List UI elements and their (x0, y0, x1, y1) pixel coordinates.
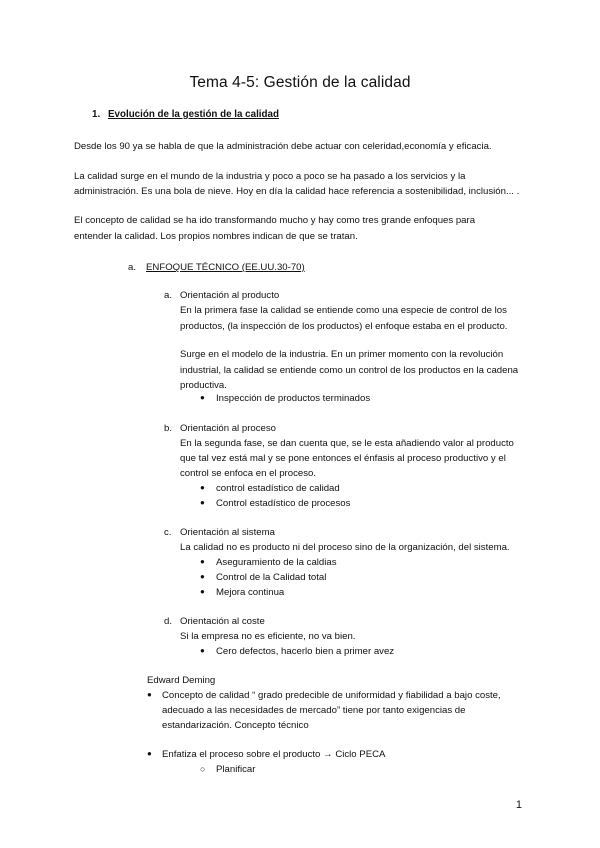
item-title: Orientación al coste (180, 616, 265, 627)
item-line: control se enfoca en el proceso. (180, 468, 316, 479)
bullet-icon: ● (147, 749, 152, 758)
bullet-icon: ● (200, 557, 205, 566)
item-line: La calidad no es producto ni del proceso sino de la organización, del sistema. (180, 542, 510, 553)
bullet-icon: ● (200, 572, 205, 581)
deming-heading: Edward Deming (147, 675, 216, 686)
bullet-icon: ● (200, 483, 205, 492)
sub-bullet-icon: ○ (200, 764, 206, 774)
item-marker: d. (164, 616, 173, 627)
deming-line: estandarización. Concepto técnico (162, 720, 309, 731)
bullet-icon: ● (200, 393, 205, 402)
intro-paragraph: Desde los 90 ya se habla de que la administración debe actuar con celeridad,economía y eficacia. (74, 141, 492, 152)
section-number: 1. (92, 109, 101, 120)
item-line: que tal vez está mal y se pone entonces el énfasis al proceso productivo y el (180, 453, 506, 464)
bullet-icon: ● (200, 587, 205, 596)
page-number: 1 (515, 799, 522, 811)
item-line: industrial, la calidad se entiende como un control de los productos en la cadena (180, 365, 519, 376)
bullet-text: Control estadístico de procesos (216, 498, 351, 509)
item-title: Orientación al proceso (180, 423, 276, 434)
document-title: Tema 4-5: Gestión de la calidad (189, 74, 411, 91)
subsection-heading: ENFOQUE TÉCNICO (EE.UU.30-70) (146, 262, 305, 273)
item-marker: a. (164, 290, 173, 301)
item-line: Si la empresa no es eficiente, no va bien. (180, 631, 356, 642)
item-line: productiva. (180, 380, 227, 391)
paragraph-line: La calidad surge en el mundo de la industria y poco a poco se ha pasado a los servicios y la (74, 171, 466, 182)
item-marker: b. (164, 423, 173, 434)
item-line: productos, (la inspección de los productos) el enfoque estaba en el producto. (180, 321, 508, 332)
bullet-icon: ● (200, 498, 205, 507)
bullet-icon: ● (200, 646, 205, 655)
bullet-text: Control de la Calidad total (216, 572, 327, 583)
bullet-icon: ● (147, 690, 152, 699)
deming-line: Enfatiza el proceso sobre el producto → Ciclo PECA (162, 749, 386, 760)
subsection-marker: a. (128, 262, 137, 273)
item-title: Orientación al sistema (180, 527, 275, 538)
bullet-text: Inspección de productos terminados (216, 393, 371, 404)
deming-line: adecuado a las necesidades de mercado” tiene por tanto exigencias de (162, 705, 466, 716)
section-heading: Evolución de la gestión de la calidad (108, 109, 279, 120)
item-line: En la segunda fase, se dan cuenta que, se le esta añadiendo valor al producto (180, 438, 514, 449)
bullet-text: Mejora continua (216, 587, 285, 598)
item-line: Surge en el modelo de la industria. En un primer momento con la revolución (180, 349, 504, 360)
sub-bullet-text: Planificar (216, 764, 256, 775)
bullet-text: control estadístico de calidad (216, 483, 340, 494)
deming-line: Concepto de calidad “ grado predecible de uniformidad y fiabilidad a bajo coste, (162, 690, 501, 701)
item-line: En la primera fase la calidad se entiende como una especie de control de los (180, 305, 507, 316)
item-title: Orientación al producto (180, 290, 280, 301)
bullet-text: Cero defectos, hacerlo bien a primer avez (216, 646, 395, 657)
paragraph-line: El concepto de calidad se ha ido transformando mucho y hay como tres grande enfoques para (74, 215, 476, 226)
paragraph-line: administración. Es una bola de nieve. Hoy en día la calidad hace referencia a sostenibilidad, inclusión... . (74, 186, 520, 197)
item-marker: c. (164, 527, 172, 538)
bullet-text: Aseguramiento de la caldias (216, 557, 337, 568)
paragraph-line: entender la calidad. Los propios nombres indican de que se tratan. (74, 231, 358, 242)
